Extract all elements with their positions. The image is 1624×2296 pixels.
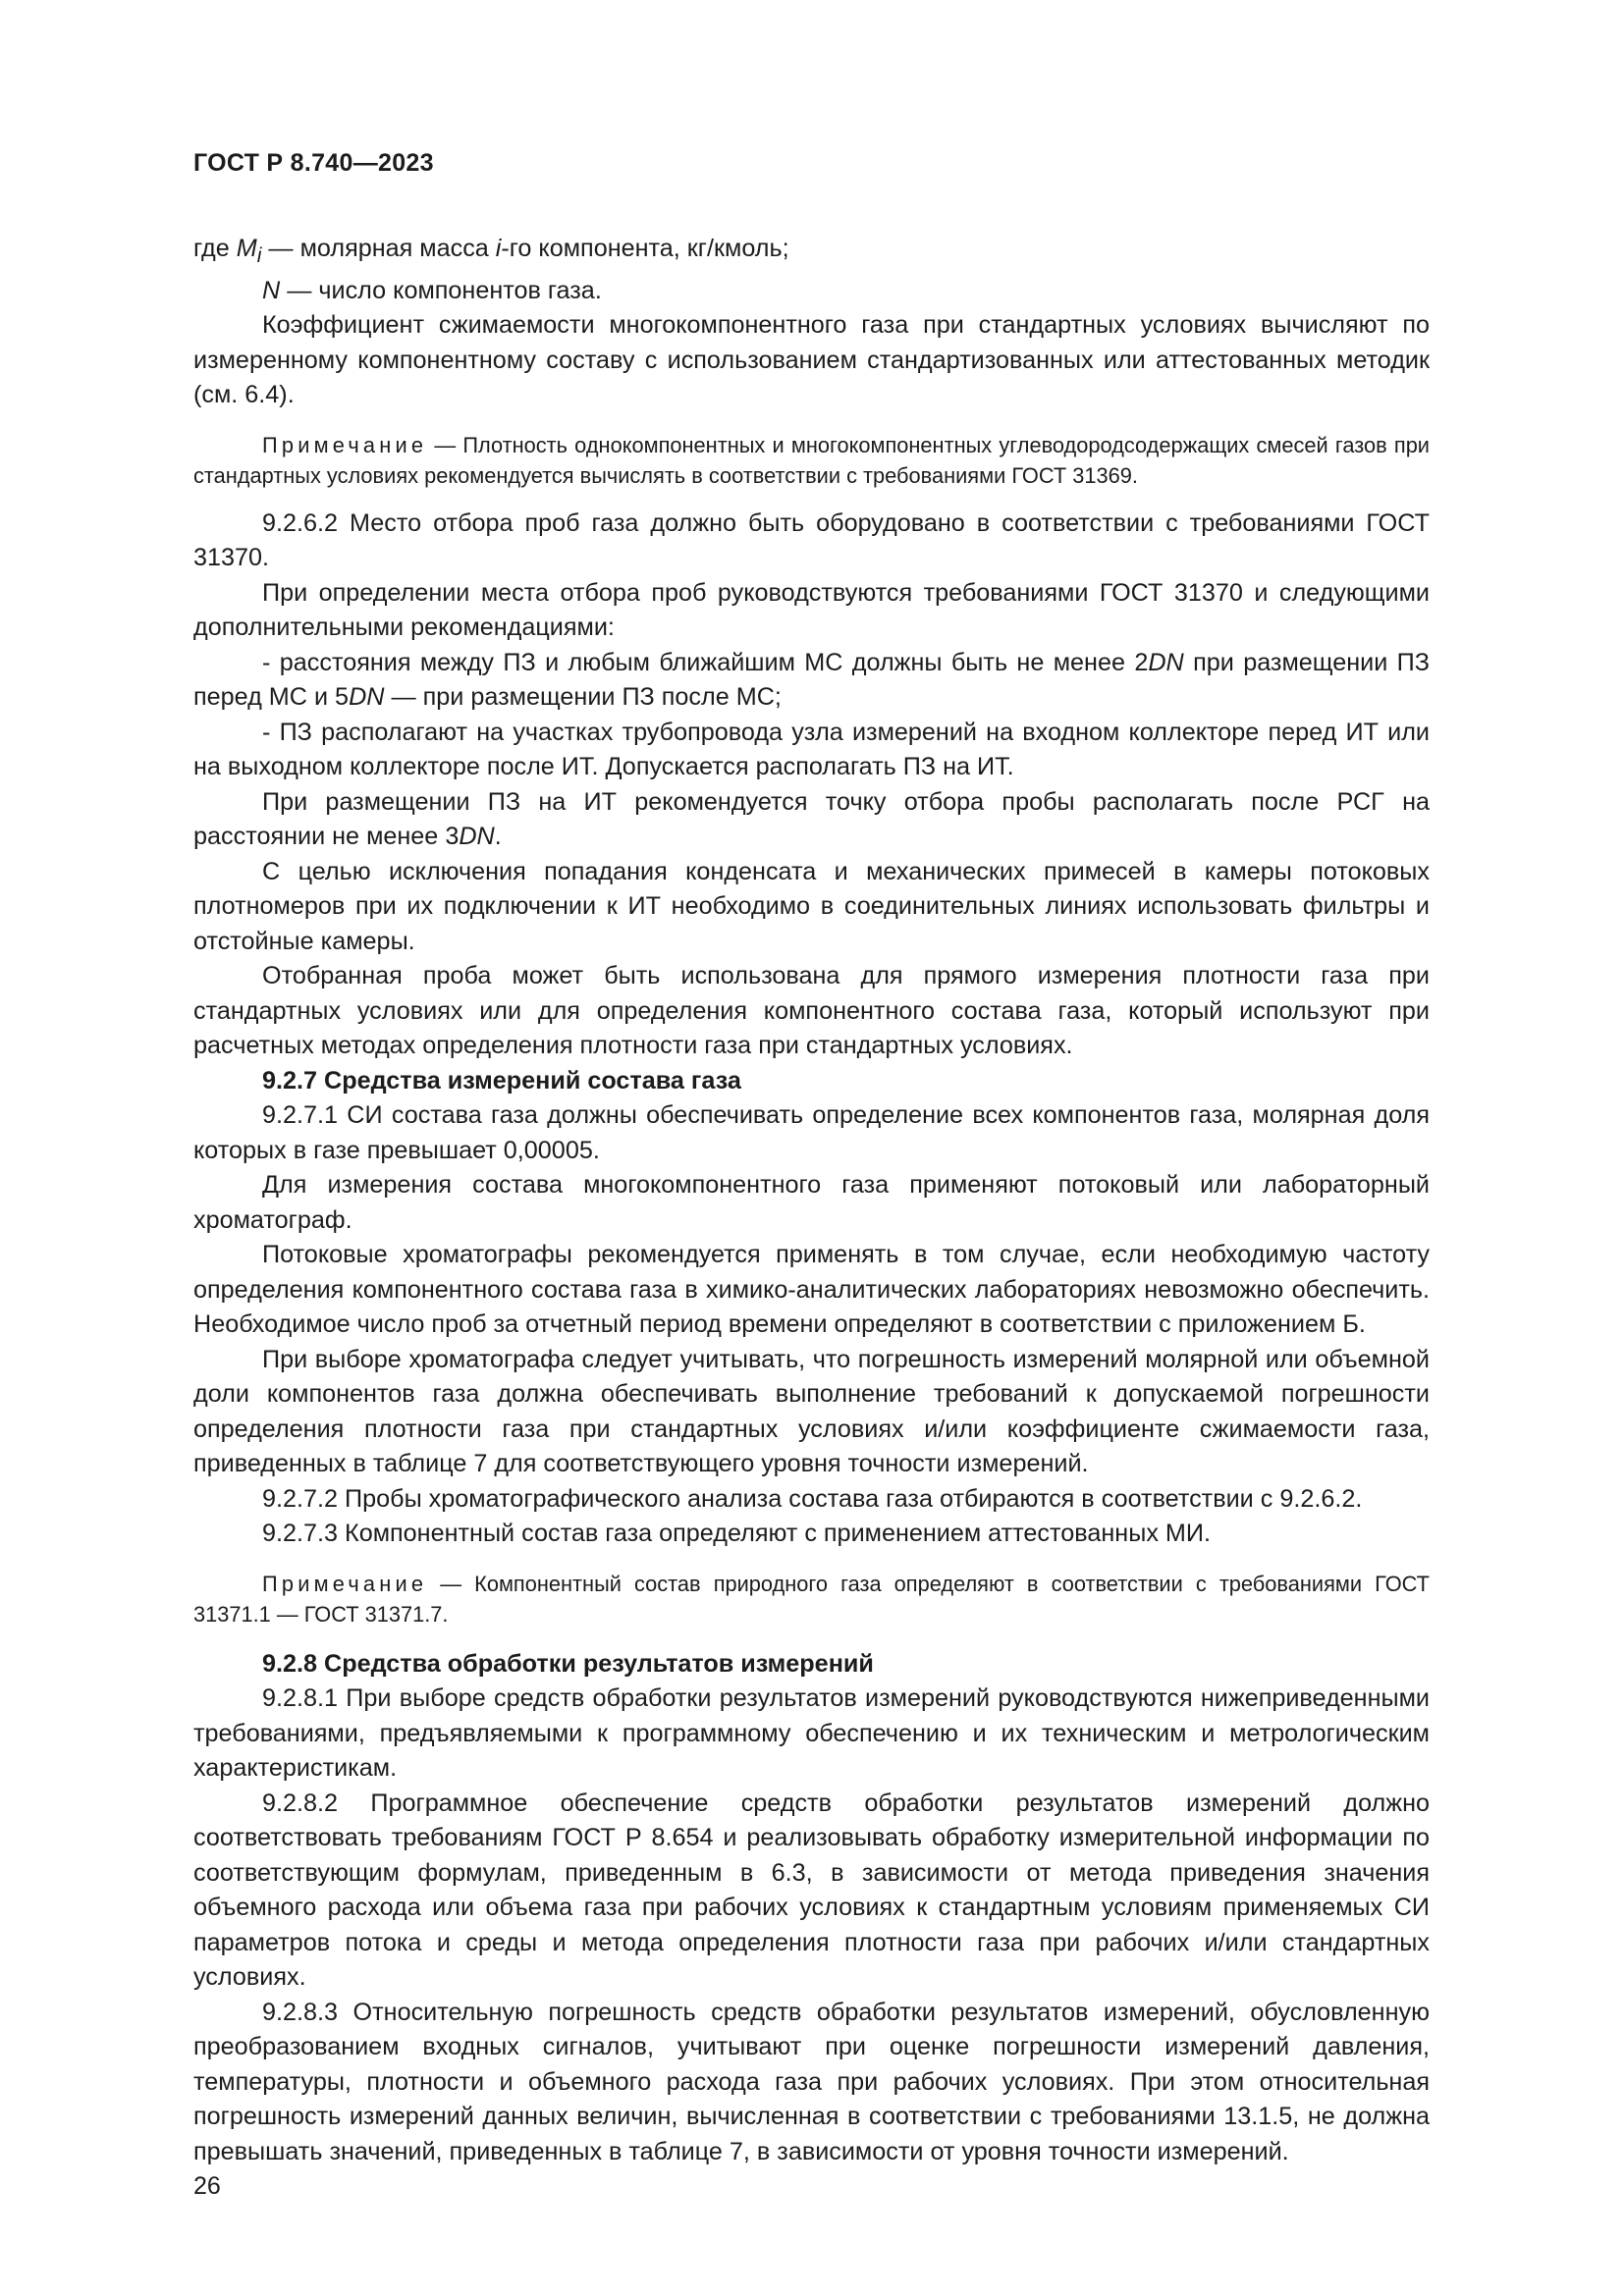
symbol-i: i [495, 235, 502, 262]
paragraph-9-2-8-3: 9.2.8.3 Относительную погрешность средств обработки результатов измерений, обусловленную преобразованием входных сигналов, учитывают при оценке погрешности измерений давления, температуры, плотности и объемного расхода газа при рабочих условиях. При этом относительная погрешность измерений данных величин, вычисленная в соответствии с требованиями 13.1.5, не должна превышать значений, приведенных в таблице 7, в зависимости от уровня точности измерений. [193, 1998, 1430, 2165]
where-prefix: где [193, 235, 237, 262]
document-body [193, 232, 1430, 2169]
note-text: — Плотность однокомпонентных и многокомпонентных углеводородсодержащих смесей газов при стандартных условиях рекомендуется вычислять в соответствии с требованиями ГОСТ 31369. [193, 432, 1430, 488]
page-number: 26 [193, 2172, 221, 2200]
note-label: Примечание [262, 1571, 428, 1596]
paragraph-flow-chromatographs: Потоковые хроматографы рекомендуется применять в том случае, если необходимую частоту определения компонентного состава газа в химико-аналитических лабораториях невозможно обеспечить. Необходимое число проб за отчетный период времени определяют в соответствии с приложением Б. [193, 1241, 1430, 1339]
list-item-distance [193, 646, 1430, 716]
list-item-distance-text-b: при размещении ПЗ перед МС и 5 [193, 648, 1430, 712]
where-m-dash: — молярная масса [261, 235, 496, 262]
heading-9-2-8: 9.2.8 Средства обработки результатов измерений [262, 1649, 874, 1678]
where-m-rest: -го компонента, кг/кмоль; [501, 235, 789, 262]
dn-symbol: DN [1148, 648, 1184, 676]
paragraph-sample-usage: Отобранная проба может быть использована для прямого измерения плотности газа при стандартных условиях или для определения компонентного состава газа, который используют при расчетных методах определения плотности газа при стандартных условиях. [193, 962, 1430, 1060]
paragraph-9-2-8-1: 9.2.8.1 При выборе средств обработки результатов измерений руководствуются нижеприведенными требованиями, предъявляемыми к программному обеспечению и их техническим и метрологическим характеристикам. [193, 1684, 1430, 1783]
note-composition [193, 1569, 1430, 1629]
paragraph-9-2-6-2: 9.2.6.2 Место отбора проб газа должно быть оборудовано в соответствии с требованиями ГОСТ 31370. [193, 508, 1430, 572]
standard-header: ГОСТ Р 8.740—2023 [193, 149, 434, 177]
where-line-n [193, 274, 1430, 309]
paragraph-compressibility: Коэффициент сжимаемости многокомпонентного газа при стандартных условиях вычисляют по измеренному компонентному составу с использованием стандартизованных или аттестованных методик (см. 6.4). [193, 311, 1430, 409]
paragraph-9-2-7-2: 9.2.7.2 Пробы хроматографического анализа состава газа отбираются в соответствии с 9.2.6.2. [262, 1484, 1363, 1513]
paragraph-sampling-point-end: . [494, 823, 502, 851]
heading-9-2-7: 9.2.7 Средства измерений состава газа [262, 1066, 741, 1095]
where-n-rest: — число компонентов газа. [280, 276, 602, 304]
list-item-distance-text-c: — при размещении ПЗ после МС; [384, 683, 782, 712]
note-density [193, 430, 1430, 491]
dn-symbol: DN [459, 823, 495, 851]
note-label: Примечание [262, 432, 428, 457]
paragraph-chromatograph-choice: При выборе хроматографа следует учитывать, что погрешность измерений молярной или объемной доли компонентов газа должна обеспечивать выполнение требований к допускаемой погрешности определения плотности газа при стандартных условиях и/или коэффициенте сжимаемости газа, приведенных в таблице 7 для соответствующего уровня точности измерений. [193, 1345, 1430, 1478]
list-item-placement: - ПЗ располагают на участках трубопровода узла измерений на входном коллекторе перед ИТ или на выходном коллекторе после ИТ. Допускается располагать ПЗ на ИТ. [193, 718, 1430, 781]
list-item-distance-text-a: - расстояния между ПЗ и любым ближайшим МС должны быть не менее 2 [262, 648, 1149, 676]
note-text: — Компонентный состав природного газа определяют в соответствии с требованиями ГОСТ 31371.1 — ГОСТ 31371.7. [193, 1571, 1430, 1627]
dn-symbol: DN [349, 683, 385, 712]
symbol-m-subscript: i [256, 244, 262, 268]
paragraph-9-2-7-1: 9.2.7.1 СИ состава газа должны обеспечивать определение всех компонентов газа, молярная доля которых в газе превышает 0,00005. [193, 1101, 1430, 1164]
paragraph-chromatograph: Для измерения состава многокомпонентного газа применяют потоковый или лабораторный хроматограф. [193, 1171, 1430, 1234]
symbol-m: M [236, 235, 257, 262]
paragraph-sampling-place: При определении места отбора проб руководствуются требованиями ГОСТ 31370 и следующими дополнительными рекомендациями: [193, 578, 1430, 642]
paragraph-9-2-7-3: 9.2.7.3 Компонентный состав газа определяют с применением аттестованных МИ. [262, 1520, 1211, 1548]
paragraph-sampling-point [193, 785, 1430, 855]
paragraph-sampling-point-text: При размещении ПЗ на ИТ рекомендуется точку отбора пробы располагать после РСГ на расстоянии не менее 3 [193, 787, 1430, 851]
paragraph-filters: С целью исключения попадания конденсата и механических примесей в камеры потоковых плотномеров при их подключении к ИТ необходимо в соединительных линиях использовать фильтры и отстойные камеры. [193, 857, 1430, 955]
where-line-m [193, 232, 1430, 274]
paragraph-9-2-8-2: 9.2.8.2 Программное обеспечение средств обработки результатов измерений должно соответствовать требованиям ГОСТ Р 8.654 и реализовывать обработку измерительной информации по соответствующим формулам, приведенным в 6.3, в зависимости от метода приведения значения объемного расхода или объема газа при рабочих условиях к стандартным условиям применяемых СИ параметров потока и среды и метода определения плотности газа при рабочих и/или стандартных условиях. [193, 1789, 1430, 1992]
symbol-n: N [262, 276, 281, 304]
